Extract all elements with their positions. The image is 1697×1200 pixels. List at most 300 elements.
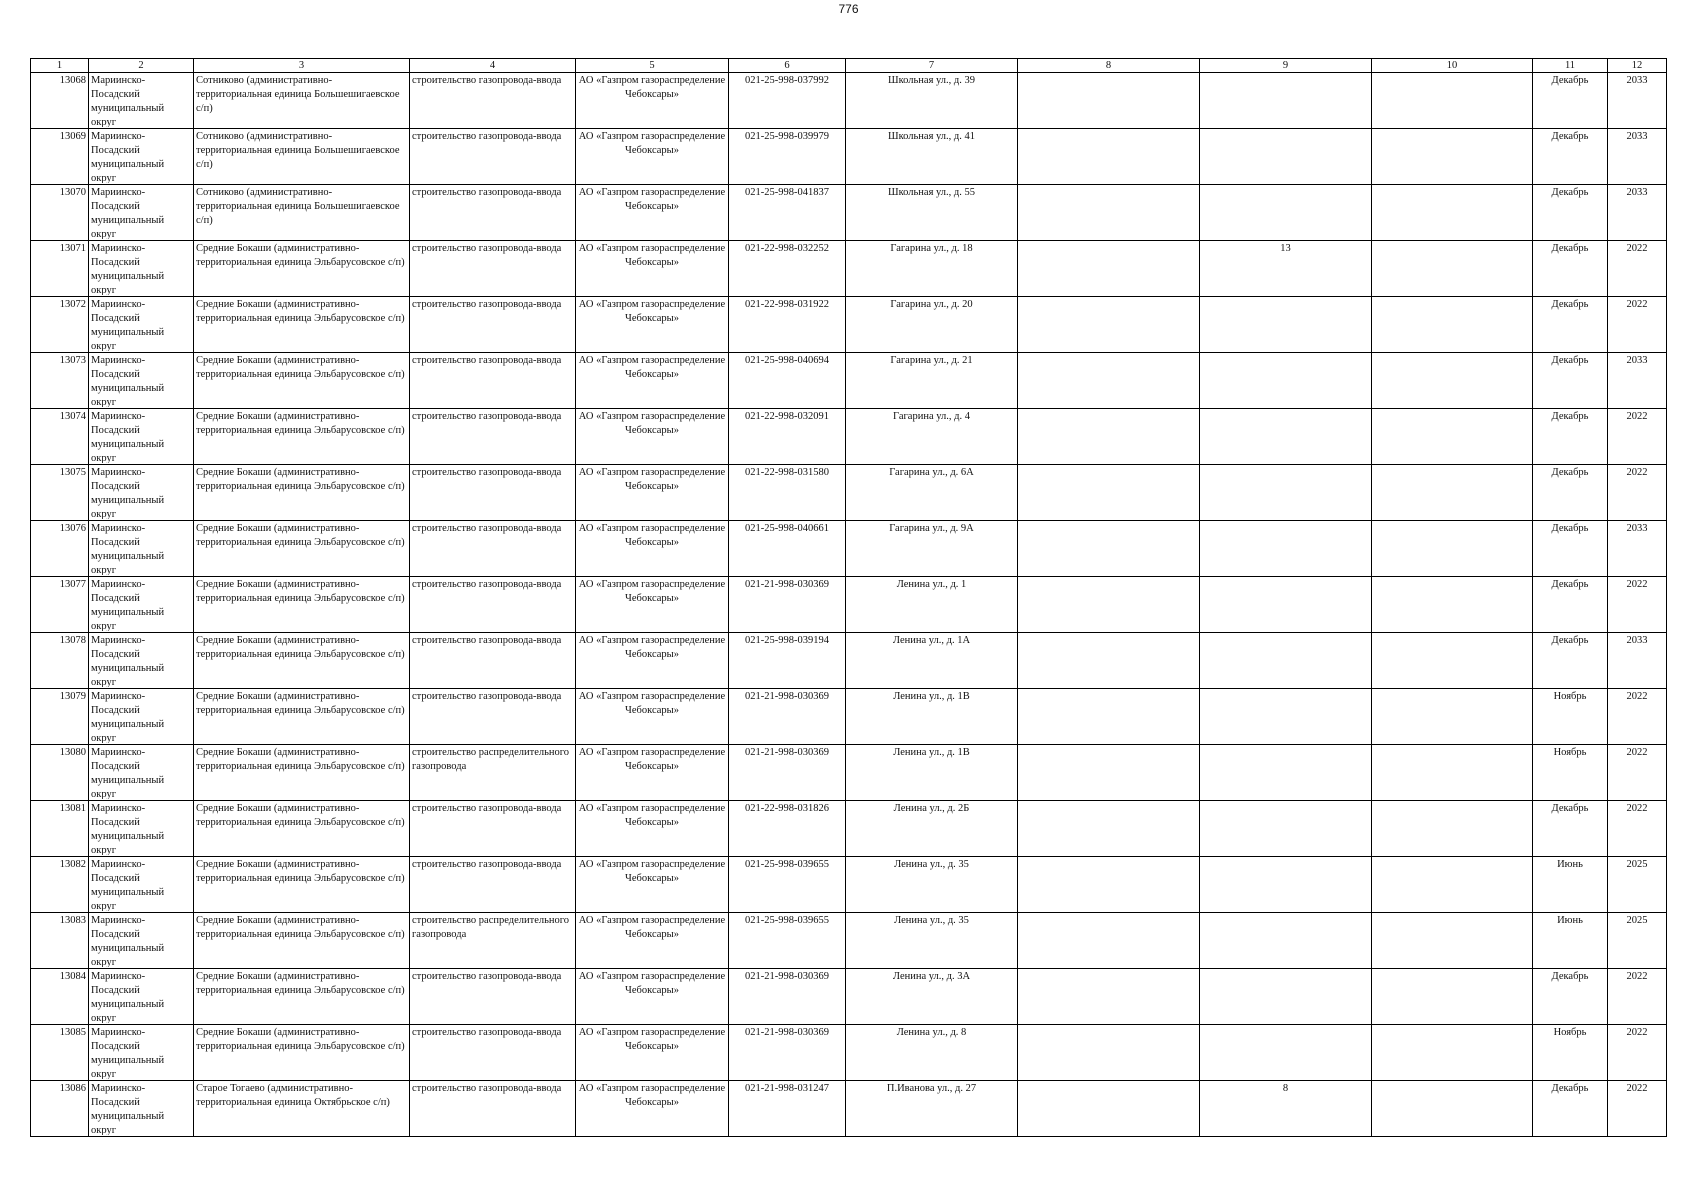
organization-cell-text: АО «Газпром газораспределение Чебоксары» bbox=[578, 1083, 726, 1108]
column-9-cell bbox=[1200, 857, 1372, 913]
registry-code-cell bbox=[729, 913, 846, 969]
organization-cell bbox=[576, 521, 729, 577]
column-10-cell bbox=[1372, 353, 1533, 409]
column-8-cell bbox=[1018, 521, 1200, 577]
month-cell bbox=[1533, 745, 1608, 801]
registry-code-cell bbox=[729, 521, 846, 577]
column-10-cell bbox=[1372, 913, 1533, 969]
organization-cell-text: АО «Газпром газораспределение Чебоксары» bbox=[578, 355, 726, 380]
year-cell bbox=[1608, 1025, 1667, 1081]
record-number-cell-text: 13068 bbox=[59, 75, 86, 86]
column-8-cell bbox=[1018, 913, 1200, 969]
settlement-cell-text: Средние Бокаши (административно-территориальная единица Эльбарусовское с/п) bbox=[196, 243, 405, 268]
column-8-cell bbox=[1018, 241, 1200, 297]
district-cell-text: Мариинско-Посадский муниципальный округ bbox=[91, 243, 165, 295]
registry-code-cell bbox=[729, 1081, 846, 1137]
address-cell-text: Школьная ул., д. 55 bbox=[887, 187, 976, 198]
column-9-cell bbox=[1200, 969, 1372, 1025]
work-type-cell bbox=[410, 801, 576, 857]
address-cell-text: Школьная ул., д. 41 bbox=[887, 131, 976, 142]
work-type-cell-text: строительство газопровода-ввода bbox=[412, 635, 562, 646]
registry-code-cell-text: 021-25-998-039194 bbox=[745, 635, 829, 646]
column-header: 9 bbox=[1200, 59, 1372, 73]
record-number-cell-text: 13085 bbox=[59, 1027, 86, 1038]
record-number-cell-text: 13076 bbox=[59, 523, 86, 534]
work-type-cell-text: строительство газопровода-ввода bbox=[412, 411, 562, 422]
month-cell bbox=[1533, 409, 1608, 465]
district-cell bbox=[89, 185, 194, 241]
registry-code-cell-text: 021-22-998-032252 bbox=[745, 243, 829, 254]
settlement-cell bbox=[194, 1081, 410, 1137]
column-8-cell-text bbox=[1020, 354, 1197, 407]
record-number-cell-text: 13082 bbox=[59, 859, 86, 870]
column-10-cell bbox=[1372, 633, 1533, 689]
column-8-cell-text bbox=[1020, 298, 1197, 351]
year-cell bbox=[1608, 409, 1667, 465]
year-cell-text: 2022 bbox=[1626, 299, 1648, 310]
organization-cell bbox=[576, 857, 729, 913]
record-number-cell-text: 13083 bbox=[59, 915, 86, 926]
district-cell bbox=[89, 129, 194, 185]
address-cell bbox=[846, 857, 1018, 913]
column-9-cell bbox=[1200, 689, 1372, 745]
month-cell-text: Ноябрь bbox=[1553, 1027, 1587, 1038]
column-9-cell-text bbox=[1202, 634, 1369, 687]
table-row bbox=[31, 1081, 1667, 1137]
column-10-cell bbox=[1372, 1081, 1533, 1137]
year-cell bbox=[1608, 801, 1667, 857]
year-cell-text: 2033 bbox=[1626, 187, 1648, 198]
table-row bbox=[31, 577, 1667, 633]
address-cell-text: Гагарина ул., д. 18 bbox=[890, 243, 973, 254]
address-cell-text: Ленина ул., д. 1 bbox=[896, 579, 967, 590]
column-9-cell bbox=[1200, 73, 1372, 129]
year-cell-text: 2025 bbox=[1626, 915, 1648, 926]
column-10-cell-text bbox=[1374, 858, 1530, 911]
settlement-cell-text: Средние Бокаши (административно-территориальная единица Эльбарусовское с/п) bbox=[196, 523, 405, 548]
settlement-cell bbox=[194, 73, 410, 129]
record-number-cell bbox=[31, 521, 89, 577]
work-type-cell-text: строительство газопровода-ввода bbox=[412, 299, 562, 310]
column-8-cell bbox=[1018, 409, 1200, 465]
work-type-cell-text: строительство газопровода-ввода bbox=[412, 523, 562, 534]
column-9-cell-text bbox=[1202, 746, 1369, 799]
work-type-cell-text: строительство газопровода-ввода bbox=[412, 75, 562, 86]
year-cell bbox=[1608, 73, 1667, 129]
work-type-cell bbox=[410, 857, 576, 913]
column-9-cell bbox=[1200, 129, 1372, 185]
year-cell-text: 2025 bbox=[1626, 859, 1648, 870]
month-cell bbox=[1533, 73, 1608, 129]
month-cell bbox=[1533, 913, 1608, 969]
month-cell-text: Июнь bbox=[1557, 859, 1583, 870]
settlement-cell-text: Средние Бокаши (административно-территориальная единица Эльбарусовское с/п) bbox=[196, 971, 405, 996]
record-number-cell bbox=[31, 745, 89, 801]
column-10-cell bbox=[1372, 969, 1533, 1025]
registry-code-cell-text: 021-21-998-030369 bbox=[745, 747, 829, 758]
district-cell bbox=[89, 1081, 194, 1137]
month-cell bbox=[1533, 185, 1608, 241]
work-type-cell-text: строительство газопровода-ввода bbox=[412, 859, 562, 870]
column-9-cell-text bbox=[1202, 522, 1369, 575]
work-type-cell bbox=[410, 633, 576, 689]
month-cell bbox=[1533, 521, 1608, 577]
district-cell-text: Мариинско-Посадский муниципальный округ bbox=[91, 523, 165, 575]
district-cell bbox=[89, 521, 194, 577]
year-cell-text: 2033 bbox=[1626, 75, 1648, 86]
organization-cell-text: АО «Газпром газораспределение Чебоксары» bbox=[578, 579, 726, 604]
record-number-cell bbox=[31, 857, 89, 913]
address-cell bbox=[846, 689, 1018, 745]
table-row bbox=[31, 409, 1667, 465]
column-header: 1 bbox=[31, 59, 89, 73]
work-type-cell bbox=[410, 465, 576, 521]
registry-code-cell bbox=[729, 73, 846, 129]
district-cell-text: Мариинско-Посадский муниципальный округ bbox=[91, 1083, 165, 1135]
address-cell bbox=[846, 521, 1018, 577]
column-10-cell-text bbox=[1374, 802, 1530, 855]
month-cell bbox=[1533, 353, 1608, 409]
year-cell-text: 2022 bbox=[1626, 1083, 1648, 1094]
settlement-cell-text: Средние Бокаши (административно-территориальная единица Эльбарусовское с/п) bbox=[196, 299, 405, 324]
column-8-cell bbox=[1018, 73, 1200, 129]
settlement-cell-text: Средние Бокаши (административно-территориальная единица Эльбарусовское с/п) bbox=[196, 355, 405, 380]
column-10-cell bbox=[1372, 241, 1533, 297]
record-number-cell-text: 13081 bbox=[59, 803, 86, 814]
settlement-cell bbox=[194, 409, 410, 465]
column-10-cell bbox=[1372, 297, 1533, 353]
column-10-cell-text bbox=[1374, 410, 1530, 463]
address-cell bbox=[846, 73, 1018, 129]
column-8-cell bbox=[1018, 1025, 1200, 1081]
registry-code-cell-text: 021-25-998-040661 bbox=[745, 523, 829, 534]
month-cell bbox=[1533, 857, 1608, 913]
organization-cell bbox=[576, 297, 729, 353]
work-type-cell bbox=[410, 1081, 576, 1137]
month-cell bbox=[1533, 633, 1608, 689]
record-number-cell bbox=[31, 73, 89, 129]
column-9-cell-text: 8 bbox=[1282, 1083, 1289, 1094]
column-header: 11 bbox=[1533, 59, 1608, 73]
district-cell-text: Мариинско-Посадский муниципальный округ bbox=[91, 803, 165, 855]
column-8-cell bbox=[1018, 465, 1200, 521]
record-number-cell bbox=[31, 1025, 89, 1081]
address-cell bbox=[846, 1081, 1018, 1137]
address-cell-text: П.Иванова ул., д. 27 bbox=[886, 1083, 977, 1094]
column-10-cell-text bbox=[1374, 186, 1530, 239]
address-cell bbox=[846, 241, 1018, 297]
table-row bbox=[31, 73, 1667, 129]
record-number-cell-text: 13086 bbox=[59, 1083, 86, 1094]
table-row bbox=[31, 129, 1667, 185]
column-header: 2 bbox=[89, 59, 194, 73]
column-10-cell bbox=[1372, 745, 1533, 801]
year-cell bbox=[1608, 577, 1667, 633]
table-row bbox=[31, 353, 1667, 409]
column-8-cell bbox=[1018, 297, 1200, 353]
column-9-cell-text: 13 bbox=[1280, 243, 1291, 254]
column-9-cell-text bbox=[1202, 354, 1369, 407]
column-9-cell bbox=[1200, 465, 1372, 521]
column-10-cell-text bbox=[1374, 74, 1530, 127]
district-cell-text: Мариинско-Посадский муниципальный округ bbox=[91, 75, 165, 127]
settlement-cell-text: Средние Бокаши (административно-территориальная единица Эльбарусовское с/п) bbox=[196, 747, 405, 772]
column-10-cell bbox=[1372, 129, 1533, 185]
column-9-cell bbox=[1200, 633, 1372, 689]
district-cell bbox=[89, 409, 194, 465]
column-9-cell bbox=[1200, 745, 1372, 801]
column-10-cell-text bbox=[1374, 354, 1530, 407]
column-10-cell-text bbox=[1374, 634, 1530, 687]
year-cell bbox=[1608, 1081, 1667, 1137]
settlement-cell bbox=[194, 297, 410, 353]
organization-cell bbox=[576, 241, 729, 297]
year-cell-text: 2022 bbox=[1626, 747, 1648, 758]
work-type-cell-text: строительство газопровода-ввода bbox=[412, 971, 562, 982]
registry-code-cell bbox=[729, 1025, 846, 1081]
record-number-cell-text: 13070 bbox=[59, 187, 86, 198]
settlement-cell-text: Старое Тогаево (административно-территориальная единица Октябрьское с/п) bbox=[196, 1083, 390, 1108]
column-10-cell bbox=[1372, 409, 1533, 465]
column-9-cell-text bbox=[1202, 74, 1369, 127]
column-8-cell-text bbox=[1020, 74, 1197, 127]
registry-code-cell bbox=[729, 689, 846, 745]
address-cell-text: Ленина ул., д. 8 bbox=[896, 1027, 967, 1038]
column-9-cell-text bbox=[1202, 858, 1369, 911]
column-9-cell bbox=[1200, 297, 1372, 353]
address-cell-text: Гагарина ул., д. 20 bbox=[890, 299, 973, 310]
organization-cell-text: АО «Газпром газораспределение Чебоксары» bbox=[578, 1027, 726, 1052]
table-row bbox=[31, 913, 1667, 969]
organization-cell-text: АО «Газпром газораспределение Чебоксары» bbox=[578, 75, 726, 100]
work-type-cell-text: строительство газопровода-ввода bbox=[412, 1027, 562, 1038]
column-9-cell-text bbox=[1202, 130, 1369, 183]
record-number-cell bbox=[31, 465, 89, 521]
year-cell bbox=[1608, 913, 1667, 969]
district-cell-text: Мариинско-Посадский муниципальный округ bbox=[91, 579, 165, 631]
record-number-cell bbox=[31, 689, 89, 745]
record-number-cell-text: 13071 bbox=[59, 243, 86, 254]
column-header: 10 bbox=[1372, 59, 1533, 73]
column-8-cell bbox=[1018, 353, 1200, 409]
district-cell bbox=[89, 913, 194, 969]
month-cell-text: Ноябрь bbox=[1553, 747, 1587, 758]
settlement-cell-text: Средние Бокаши (административно-территориальная единица Эльбарусовское с/п) bbox=[196, 915, 405, 940]
column-header: 7 bbox=[846, 59, 1018, 73]
settlement-cell-text: Сотниково (административно-территориальная единица Большешигаевское с/п) bbox=[196, 187, 400, 226]
year-cell-text: 2022 bbox=[1626, 411, 1648, 422]
district-cell-text: Мариинско-Посадский муниципальный округ bbox=[91, 355, 165, 407]
organization-cell-text: АО «Газпром газораспределение Чебоксары» bbox=[578, 803, 726, 828]
column-10-cell-text bbox=[1374, 466, 1530, 519]
organization-cell bbox=[576, 409, 729, 465]
column-8-cell bbox=[1018, 689, 1200, 745]
record-number-cell bbox=[31, 129, 89, 185]
year-cell bbox=[1608, 185, 1667, 241]
work-type-cell bbox=[410, 969, 576, 1025]
district-cell bbox=[89, 241, 194, 297]
month-cell bbox=[1533, 801, 1608, 857]
district-cell-text: Мариинско-Посадский муниципальный округ bbox=[91, 915, 165, 967]
registry-code-cell bbox=[729, 129, 846, 185]
column-10-cell-text bbox=[1374, 578, 1530, 631]
column-9-cell bbox=[1200, 1081, 1372, 1137]
column-8-cell bbox=[1018, 1081, 1200, 1137]
record-number-cell-text: 13077 bbox=[59, 579, 86, 590]
month-cell-text: Декабрь bbox=[1551, 131, 1589, 142]
work-type-cell-text: строительство распределительного газопровода bbox=[412, 915, 570, 940]
column-8-cell bbox=[1018, 857, 1200, 913]
work-type-cell bbox=[410, 521, 576, 577]
year-cell-text: 2033 bbox=[1626, 131, 1648, 142]
record-number-cell-text: 13073 bbox=[59, 355, 86, 366]
record-number-cell bbox=[31, 353, 89, 409]
settlement-cell-text: Средние Бокаши (административно-территориальная единица Эльбарусовское с/п) bbox=[196, 691, 405, 716]
work-type-cell-text: строительство газопровода-ввода bbox=[412, 131, 562, 142]
month-cell-text: Декабрь bbox=[1551, 579, 1589, 590]
organization-cell-text: АО «Газпром газораспределение Чебоксары» bbox=[578, 187, 726, 212]
address-cell-text: Ленина ул., д. 1А bbox=[892, 635, 971, 646]
settlement-cell-text: Средние Бокаши (административно-территориальная единица Эльбарусовское с/п) bbox=[196, 859, 405, 884]
address-cell bbox=[846, 297, 1018, 353]
registry-code-cell-text: 021-21-998-030369 bbox=[745, 691, 829, 702]
work-type-cell bbox=[410, 745, 576, 801]
district-cell-text: Мариинско-Посадский муниципальный округ bbox=[91, 411, 165, 463]
column-10-cell-text bbox=[1374, 746, 1530, 799]
column-9-cell bbox=[1200, 801, 1372, 857]
district-cell-text: Мариинско-Посадский муниципальный округ bbox=[91, 187, 165, 239]
gasification-register-table bbox=[30, 58, 1667, 1137]
record-number-cell-text: 13072 bbox=[59, 299, 86, 310]
settlement-cell bbox=[194, 129, 410, 185]
address-cell bbox=[846, 465, 1018, 521]
column-8-cell-text bbox=[1020, 1026, 1197, 1079]
work-type-cell bbox=[410, 73, 576, 129]
year-cell bbox=[1608, 689, 1667, 745]
column-9-cell bbox=[1200, 577, 1372, 633]
month-cell-text: Ноябрь bbox=[1553, 691, 1587, 702]
address-cell bbox=[846, 745, 1018, 801]
column-9-cell bbox=[1200, 185, 1372, 241]
year-cell bbox=[1608, 241, 1667, 297]
settlement-cell-text: Средние Бокаши (административно-территориальная единица Эльбарусовское с/п) bbox=[196, 635, 405, 660]
settlement-cell bbox=[194, 969, 410, 1025]
year-cell-text: 2022 bbox=[1626, 971, 1648, 982]
registry-code-cell-text: 021-25-998-041837 bbox=[745, 187, 829, 198]
organization-cell-text: АО «Газпром газораспределение Чебоксары» bbox=[578, 299, 726, 324]
column-9-cell bbox=[1200, 1025, 1372, 1081]
registry-code-cell-text: 021-21-998-030369 bbox=[745, 579, 829, 590]
work-type-cell-text: строительство распределительного газопровода bbox=[412, 747, 570, 772]
record-number-cell bbox=[31, 969, 89, 1025]
column-10-cell-text bbox=[1374, 522, 1530, 575]
column-header: 4 bbox=[410, 59, 576, 73]
year-cell bbox=[1608, 857, 1667, 913]
column-10-cell bbox=[1372, 521, 1533, 577]
district-cell bbox=[89, 745, 194, 801]
table-row bbox=[31, 689, 1667, 745]
settlement-cell bbox=[194, 241, 410, 297]
year-cell bbox=[1608, 969, 1667, 1025]
column-header: 5 bbox=[576, 59, 729, 73]
year-cell-text: 2022 bbox=[1626, 691, 1648, 702]
work-type-cell bbox=[410, 185, 576, 241]
column-8-cell-text bbox=[1020, 1082, 1197, 1135]
registry-code-cell bbox=[729, 745, 846, 801]
address-cell bbox=[846, 801, 1018, 857]
district-cell bbox=[89, 689, 194, 745]
year-cell-text: 2022 bbox=[1626, 1027, 1648, 1038]
record-number-cell bbox=[31, 297, 89, 353]
organization-cell bbox=[576, 129, 729, 185]
column-9-cell-text bbox=[1202, 690, 1369, 743]
year-cell-text: 2022 bbox=[1626, 467, 1648, 478]
district-cell bbox=[89, 633, 194, 689]
settlement-cell bbox=[194, 689, 410, 745]
column-8-cell-text bbox=[1020, 914, 1197, 967]
organization-cell bbox=[576, 689, 729, 745]
column-10-cell-text bbox=[1374, 1026, 1530, 1079]
table-row bbox=[31, 297, 1667, 353]
settlement-cell bbox=[194, 857, 410, 913]
month-cell-text: Июнь bbox=[1557, 915, 1583, 926]
address-cell-text: Ленина ул., д. 2Б bbox=[893, 803, 970, 814]
registry-code-cell-text: 021-21-998-030369 bbox=[745, 1027, 829, 1038]
table-body bbox=[31, 73, 1667, 1137]
district-cell-text: Мариинско-Посадский муниципальный округ bbox=[91, 467, 165, 519]
column-8-cell-text bbox=[1020, 690, 1197, 743]
organization-cell bbox=[576, 73, 729, 129]
column-8-cell bbox=[1018, 969, 1200, 1025]
registry-code-cell-text: 021-25-998-040694 bbox=[745, 355, 829, 366]
column-9-cell-text bbox=[1202, 298, 1369, 351]
work-type-cell bbox=[410, 409, 576, 465]
column-8-cell bbox=[1018, 801, 1200, 857]
column-8-cell-text bbox=[1020, 410, 1197, 463]
month-cell bbox=[1533, 689, 1608, 745]
settlement-cell-text: Сотниково (административно-территориальная единица Большешигаевское с/п) bbox=[196, 131, 400, 170]
column-10-cell bbox=[1372, 801, 1533, 857]
district-cell bbox=[89, 465, 194, 521]
registry-code-cell bbox=[729, 353, 846, 409]
address-cell-text: Ленина ул., д. 1В bbox=[893, 747, 970, 758]
settlement-cell bbox=[194, 577, 410, 633]
record-number-cell bbox=[31, 577, 89, 633]
column-9-cell bbox=[1200, 409, 1372, 465]
organization-cell-text: АО «Газпром газораспределение Чебоксары» bbox=[578, 523, 726, 548]
year-cell-text: 2022 bbox=[1626, 579, 1648, 590]
work-type-cell-text: строительство газопровода-ввода bbox=[412, 243, 562, 254]
district-cell-text: Мариинско-Посадский муниципальный округ bbox=[91, 299, 165, 351]
column-10-cell bbox=[1372, 577, 1533, 633]
district-cell bbox=[89, 297, 194, 353]
column-9-cell-text bbox=[1202, 1026, 1369, 1079]
month-cell-text: Декабрь bbox=[1551, 1083, 1589, 1094]
column-8-cell bbox=[1018, 185, 1200, 241]
column-9-cell-text bbox=[1202, 186, 1369, 239]
column-10-cell-text bbox=[1374, 130, 1530, 183]
month-cell-text: Декабрь bbox=[1551, 523, 1589, 534]
address-cell-text: Гагарина ул., д. 6А bbox=[889, 467, 974, 478]
month-cell-text: Декабрь bbox=[1551, 803, 1589, 814]
month-cell-text: Декабрь bbox=[1551, 355, 1589, 366]
address-cell bbox=[846, 185, 1018, 241]
settlement-cell-text: Сотниково (административно-территориальная единица Большешигаевское с/п) bbox=[196, 75, 400, 114]
table-row bbox=[31, 969, 1667, 1025]
month-cell-text: Декабрь bbox=[1551, 75, 1589, 86]
column-10-cell-text bbox=[1374, 1082, 1530, 1135]
work-type-cell bbox=[410, 297, 576, 353]
